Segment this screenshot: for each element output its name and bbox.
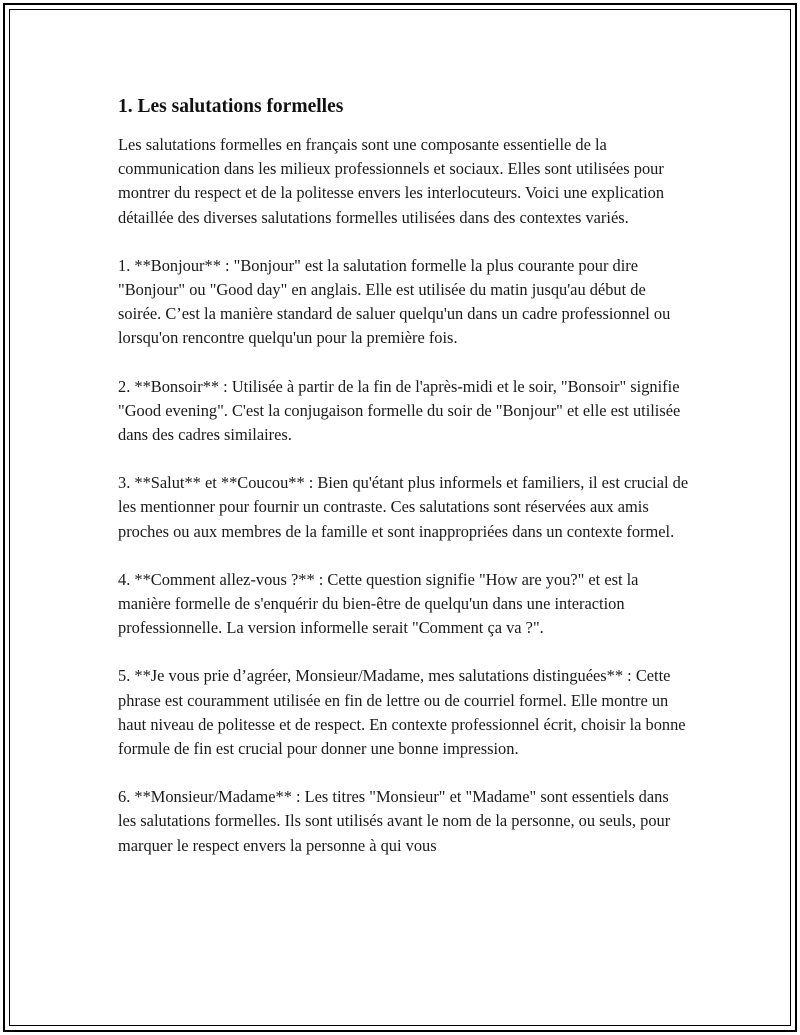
paragraph-je-vous-prie: 5. **Je vous prie d’agréer, Monsieur/Madame, mes salutations distinguées** : Cette phrase est couramment utilisée en fin de lettre ou de courriel formel. Elle montre un haut niveau de politesse et de respect. En contexte professionnel écrit, choisir la bonne formule de fin est crucial pour donner une bonne impression. xyxy=(118,666,686,759)
document-body xyxy=(118,94,690,882)
intro-paragraph: Les salutations formelles en français sont une composante essentielle de la communication dans les milieux professionnels et sociaux. Elles sont utilisées pour montrer du respect et de la politesse envers les interlocuteurs. Voici une explication détaillée des diverses salutations formelles utilisées dans des contextes variés. xyxy=(118,135,665,227)
paragraph-salut-coucou: 3. **Salut** et **Coucou** : Bien qu'étant plus informels et familiers, il est crucial de les mentionner pour fournir un contraste. Ces salutations sont réservées aux amis proches ou aux membres de la famille et sont inappropriées dans un contexte formel. xyxy=(118,473,689,541)
section-title: 1. Les salutations formelles xyxy=(118,96,344,117)
paragraph-comment-allez-vous: 4. **Comment allez-vous ?** : Cette question signifie "How are you?" et est la manière formelle de s'enquérir du bien-être de quelqu'un dans une interaction professionnelle. La version informelle serait "Comment ça va ?". xyxy=(118,569,639,638)
paragraph-monsieur-madame: 6. **Monsieur/Madame** : Les titres "Monsieur" et "Madame" sont essentiels dans les salutations formelles. Ils sont utilisés avant le nom de la personne, ou seuls, pour marquer le respect envers la personne à qui vous xyxy=(118,787,671,855)
paragraph-bonjour: 1. **Bonjour** : "Bonjour" est la salutation formelle la plus courante pour dire "Bonjour" ou "Good day" en anglais. Elle est utilisée du matin jusqu'au début de soirée. C’est la manière standard de saluer quelqu'un dans un cadre professionnel ou lorsqu'on rencontre quelqu'un pour la première fois. xyxy=(118,255,671,348)
paragraph-bonsoir: 2. **Bonsoir** : Utilisée à partir de la fin de l'après-midi et le soir, "Bonsoir" signifie "Good evening". C'est la conjugaison formelle du soir de "Bonjour" et elle est utilisée dans des cadres similaires. xyxy=(118,376,681,445)
